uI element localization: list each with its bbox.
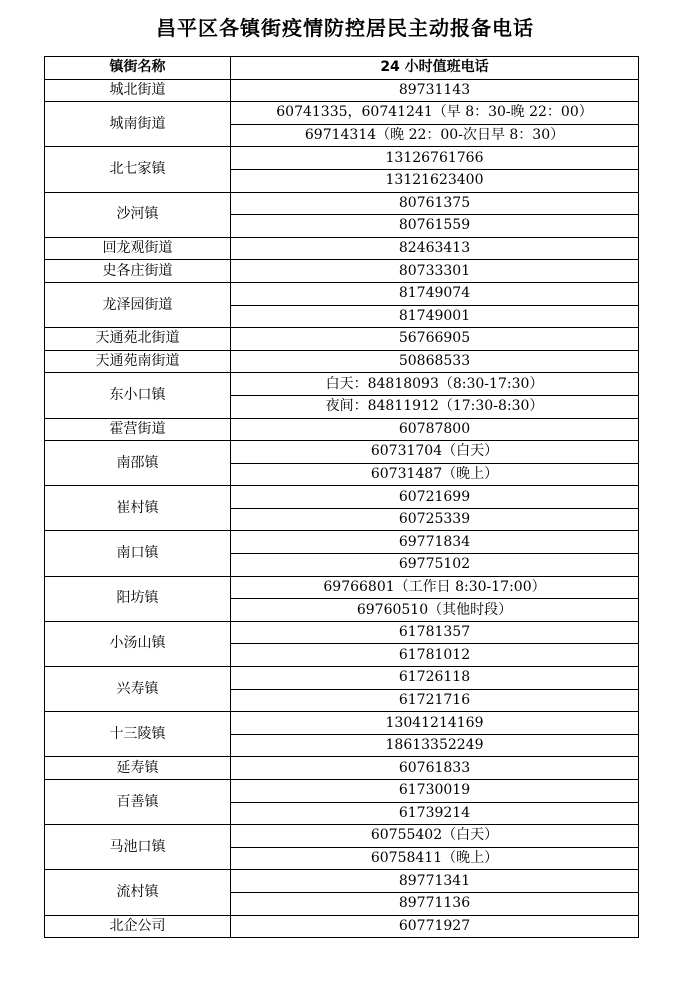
phone-number-cell: 60731704（白天） xyxy=(231,441,639,464)
table-body xyxy=(45,79,639,938)
phone-number-cell: 69775102 xyxy=(231,554,639,577)
district-name-cell: 延寿镇 xyxy=(45,757,231,780)
table-row xyxy=(45,621,639,644)
phone-number-cell: 89771341 xyxy=(231,870,639,893)
table-row xyxy=(45,102,639,125)
district-name-cell: 东小口镇 xyxy=(45,373,231,418)
phone-number-cell: 80761559 xyxy=(231,215,639,238)
phone-number-cell: 89771136 xyxy=(231,892,639,915)
district-name-cell: 天通苑南街道 xyxy=(45,350,231,373)
district-name-cell: 马池口镇 xyxy=(45,825,231,870)
phone-number-cell: 61721716 xyxy=(231,689,639,712)
table-row xyxy=(45,486,639,509)
phone-number-cell: 60787800 xyxy=(231,418,639,441)
phone-number-cell: 60758411（晚上） xyxy=(231,847,639,870)
phone-number-cell: 60725339 xyxy=(231,508,639,531)
table-header-row xyxy=(45,57,639,80)
phone-number-cell: 89731143 xyxy=(231,79,639,102)
district-name-cell: 霍营街道 xyxy=(45,418,231,441)
district-name-cell: 北企公司 xyxy=(45,915,231,938)
table-row xyxy=(45,260,639,283)
district-name-cell: 流村镇 xyxy=(45,870,231,915)
district-name-cell: 城北街道 xyxy=(45,79,231,102)
phone-number-cell: 56766905 xyxy=(231,328,639,351)
district-name-cell: 南口镇 xyxy=(45,531,231,576)
district-name-cell: 崔村镇 xyxy=(45,486,231,531)
phone-number-cell: 69714314（晚 22：00-次日早 8：30） xyxy=(231,124,639,147)
table-row xyxy=(45,79,639,102)
column-header-phone: 24 小时值班电话 xyxy=(231,57,639,80)
table-row xyxy=(45,825,639,848)
phone-number-cell: 13126761766 xyxy=(231,147,639,170)
column-header-district: 镇街名称 xyxy=(45,57,231,80)
table-row xyxy=(45,780,639,803)
table-row xyxy=(45,757,639,780)
district-name-cell: 百善镇 xyxy=(45,780,231,825)
phone-number-cell: 80761375 xyxy=(231,192,639,215)
phone-table xyxy=(44,56,639,938)
district-name-cell: 南邵镇 xyxy=(45,441,231,486)
district-name-cell: 北七家镇 xyxy=(45,147,231,192)
phone-number-cell: 13041214169 xyxy=(231,712,639,735)
table-row xyxy=(45,350,639,373)
phone-number-cell: 61726118 xyxy=(231,667,639,690)
phone-number-cell: 白天：84818093（8:30-17:30） xyxy=(231,373,639,396)
phone-number-cell: 69766801（工作日 8:30-17:00） xyxy=(231,576,639,599)
table-row xyxy=(45,915,639,938)
district-name-cell: 小汤山镇 xyxy=(45,621,231,666)
table-row xyxy=(45,576,639,599)
table-row xyxy=(45,531,639,554)
district-name-cell: 城南街道 xyxy=(45,102,231,147)
table-row xyxy=(45,147,639,170)
phone-number-cell: 69760510（其他时段） xyxy=(231,599,639,622)
phone-number-cell: 13121623400 xyxy=(231,169,639,192)
phone-number-cell: 60755402（白天） xyxy=(231,825,639,848)
table-row xyxy=(45,328,639,351)
table-row xyxy=(45,870,639,893)
phone-number-cell: 60771927 xyxy=(231,915,639,938)
table-row xyxy=(45,373,639,396)
district-name-cell: 回龙观街道 xyxy=(45,237,231,260)
phone-number-cell: 81749001 xyxy=(231,305,639,328)
district-name-cell: 兴寿镇 xyxy=(45,667,231,712)
phone-number-cell: 60721699 xyxy=(231,486,639,509)
phone-number-cell: 60731487（晚上） xyxy=(231,463,639,486)
phone-number-cell: 60761833 xyxy=(231,757,639,780)
table-row xyxy=(45,441,639,464)
table-row xyxy=(45,282,639,305)
phone-number-cell: 夜间：84811912（17:30-8:30） xyxy=(231,395,639,418)
phone-number-cell: 61739214 xyxy=(231,802,639,825)
phone-number-cell: 82463413 xyxy=(231,237,639,260)
phone-number-cell: 60741335，60741241（早 8：30-晚 22：00） xyxy=(231,102,639,125)
district-name-cell: 天通苑北街道 xyxy=(45,328,231,351)
phone-number-cell: 61781012 xyxy=(231,644,639,667)
page-title: 昌平区各镇街疫情防控居民主动报备电话 xyxy=(156,16,534,40)
table-row xyxy=(45,237,639,260)
district-name-cell: 十三陵镇 xyxy=(45,712,231,757)
table-row xyxy=(45,667,639,690)
phone-number-cell: 50868533 xyxy=(231,350,639,373)
table-row xyxy=(45,418,639,441)
phone-number-cell: 61730019 xyxy=(231,780,639,803)
district-name-cell: 沙河镇 xyxy=(45,192,231,237)
district-name-cell: 史各庄街道 xyxy=(45,260,231,283)
phone-number-cell: 61781357 xyxy=(231,621,639,644)
table-row xyxy=(45,712,639,735)
phone-number-cell: 80733301 xyxy=(231,260,639,283)
table-row xyxy=(45,192,639,215)
phone-number-cell: 18613352249 xyxy=(231,734,639,757)
district-name-cell: 龙泽园街道 xyxy=(45,282,231,327)
phone-number-cell: 69771834 xyxy=(231,531,639,554)
district-name-cell: 阳坊镇 xyxy=(45,576,231,621)
phone-number-cell: 81749074 xyxy=(231,282,639,305)
